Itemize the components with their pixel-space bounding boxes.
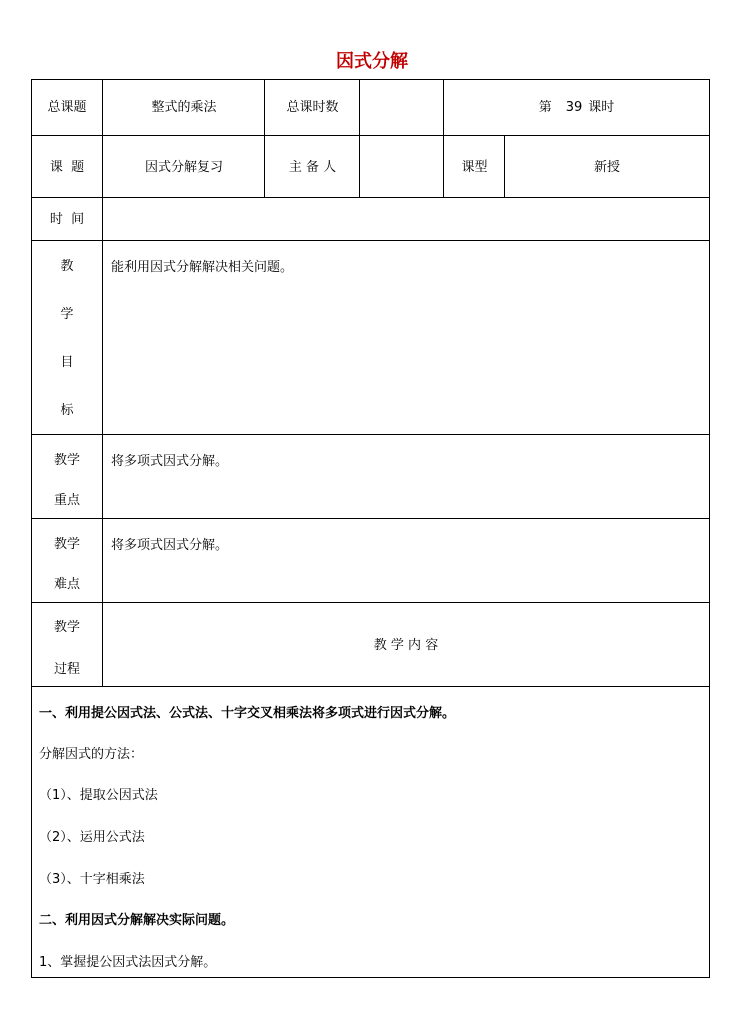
time-label: 时 间 xyxy=(49,212,85,227)
focus-label-line: 重点 xyxy=(53,493,80,508)
process-label-line: 过程 xyxy=(53,662,80,677)
time-value xyxy=(103,198,709,241)
topic-value: 因式分解复习 xyxy=(144,159,223,175)
difficulty-text: 将多项式因式分解。 xyxy=(111,538,229,553)
goal-label-char: 教 xyxy=(60,259,74,274)
goal-label-char: 学 xyxy=(60,307,74,322)
topic-label: 课 题 xyxy=(49,159,85,175)
lesson-plan-table xyxy=(31,79,710,978)
content-list-item: （1）、提取公因式法 xyxy=(39,788,158,803)
content-heading: 二、利用因式分解解决实际问题。 xyxy=(39,913,235,928)
goal-label-char: 标 xyxy=(60,403,74,418)
difficulty-label-line: 难点 xyxy=(53,577,80,592)
content-line: 1、掌握提公因式法因式分解。 xyxy=(39,955,217,970)
table-border-bottom xyxy=(31,977,710,978)
focus-label-line: 教学 xyxy=(53,453,80,468)
goal-label-char: 目 xyxy=(60,355,74,370)
table-border-right xyxy=(709,79,710,978)
difficulty-label-line: 教学 xyxy=(53,537,80,552)
lesson-prefix: 第 xyxy=(538,100,552,115)
preparer-label: 主 备 人 xyxy=(288,159,337,175)
content-line: 分解因式的方法： xyxy=(39,747,144,762)
preparer-value xyxy=(360,136,444,198)
lesson-type-value: 新授 xyxy=(593,159,620,175)
content-list-item: （2）、运用公式法 xyxy=(39,830,145,845)
document-title: 因式分解 xyxy=(336,51,408,72)
total-hours-value xyxy=(360,79,444,136)
content-list-item: （3）、十字相乘法 xyxy=(39,872,145,887)
focus-text: 将多项式因式分解。 xyxy=(111,454,229,469)
lesson-number: 39 xyxy=(565,100,583,115)
total-topic-label: 总课题 xyxy=(47,100,87,115)
total-hours-label: 总课时数 xyxy=(286,100,339,115)
goal-text: 能利用因式分解解决相关问题。 xyxy=(111,260,294,275)
content-heading: 一、利用提公因式法、公式法、十字交叉相乘法将多项式进行因式分解。 xyxy=(39,706,456,721)
row-divider xyxy=(31,434,710,435)
process-label-line: 教学 xyxy=(53,620,80,635)
lesson-number-cell xyxy=(444,79,709,136)
row-divider xyxy=(31,518,710,519)
teaching-content-heading: 教 学 内 容 xyxy=(373,637,439,653)
lesson-suffix: 课时 xyxy=(588,100,615,115)
total-topic-value: 整式的乘法 xyxy=(151,100,217,115)
lesson-type-label: 课型 xyxy=(461,159,488,175)
